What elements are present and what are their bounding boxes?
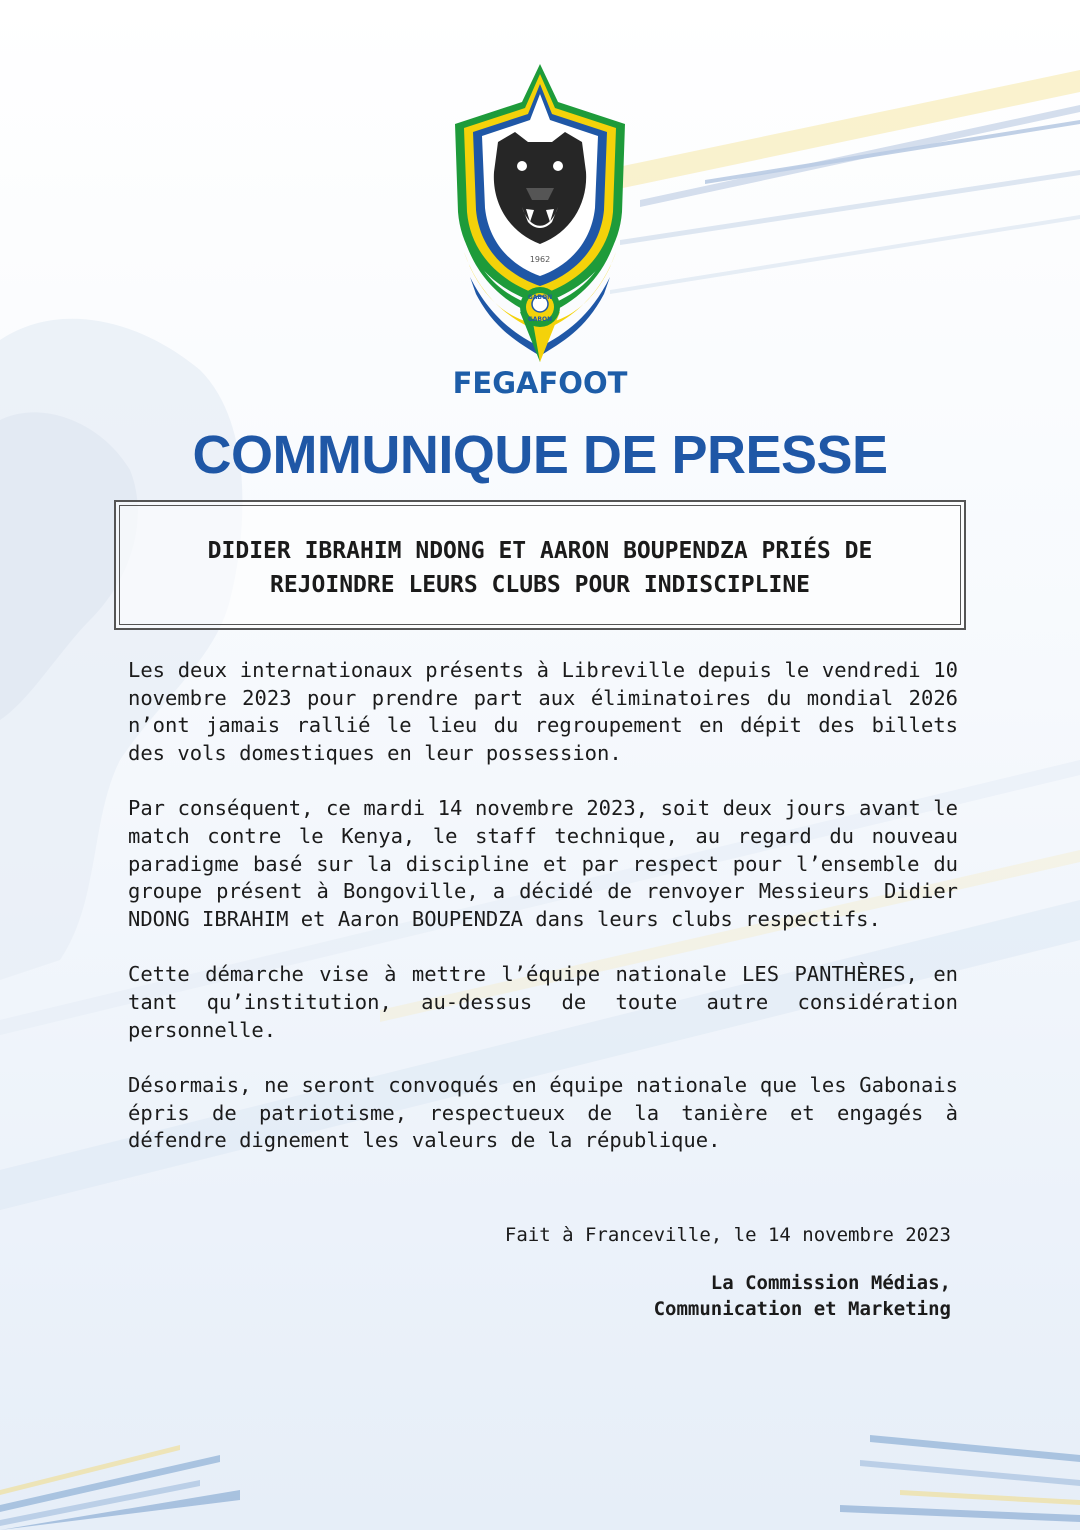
headline-line-1: DIDIER IBRAHIM NDONG ET AARON BOUPENDZA PRIÉS DE	[207, 538, 873, 564]
paragraph-2: Par conséquent, ce mardi 14 novembre 2023, soit deux jours avant le match contre le Kenya, le staff technique, au regard du nouveau paradigme basé sur la discipline et par respect pour l’ensemble du groupe présent à Bongoville, a décidé de renvoyer Messieurs Didier NDONG IBRAHIM et Aaron BOUPENDZA dans leurs clubs respectifs.	[128, 796, 958, 931]
headline-line-2: REJOINDRE LEURS CLUBS POUR INDISCIPLINE	[269, 572, 811, 598]
paragraph-1: Les deux internationaux présents à Libreville depuis le vendredi 10 novembre 2023 pour prendre part aux éliminatoires du mondial 2026 n’ont jamais rallié le lieu du regroupement en dépit des billets des vols domestiques en leur possession.	[128, 658, 958, 765]
place-date: Fait à Franceville, le 14 novembre 2023	[504, 1224, 951, 1246]
headline-box	[114, 500, 966, 630]
panther-crest-icon	[440, 62, 640, 372]
signature-author: La Commission Médias, Communication et Marketing	[653, 1272, 951, 1320]
page-title: COMMUNIQUE DE PRESSE	[192, 425, 888, 485]
signature-block	[505, 1222, 951, 1322]
logo-year: 1962	[529, 255, 551, 264]
brand-name: FEGAFOOT	[452, 366, 628, 400]
paragraph-4: Désormais, ne seront convoqués en équipe nationale que les Gabonais épris de patriotisme, respectueux de la tanière et engagés à défendre dignement les valeurs de la république.	[128, 1073, 958, 1153]
paragraph-3: Cette démarche vise à mettre l’équipe nationale LES PANTHÈRES, en tant qu’institution, au-dessus de toute autre considération personnelle.	[128, 962, 958, 1042]
fegafoot-logo	[440, 62, 640, 372]
body-text	[128, 657, 958, 1183]
ball-text-top: GABON	[527, 294, 553, 301]
headline	[136, 534, 944, 602]
ball-text-bottom: GABON	[527, 316, 553, 323]
